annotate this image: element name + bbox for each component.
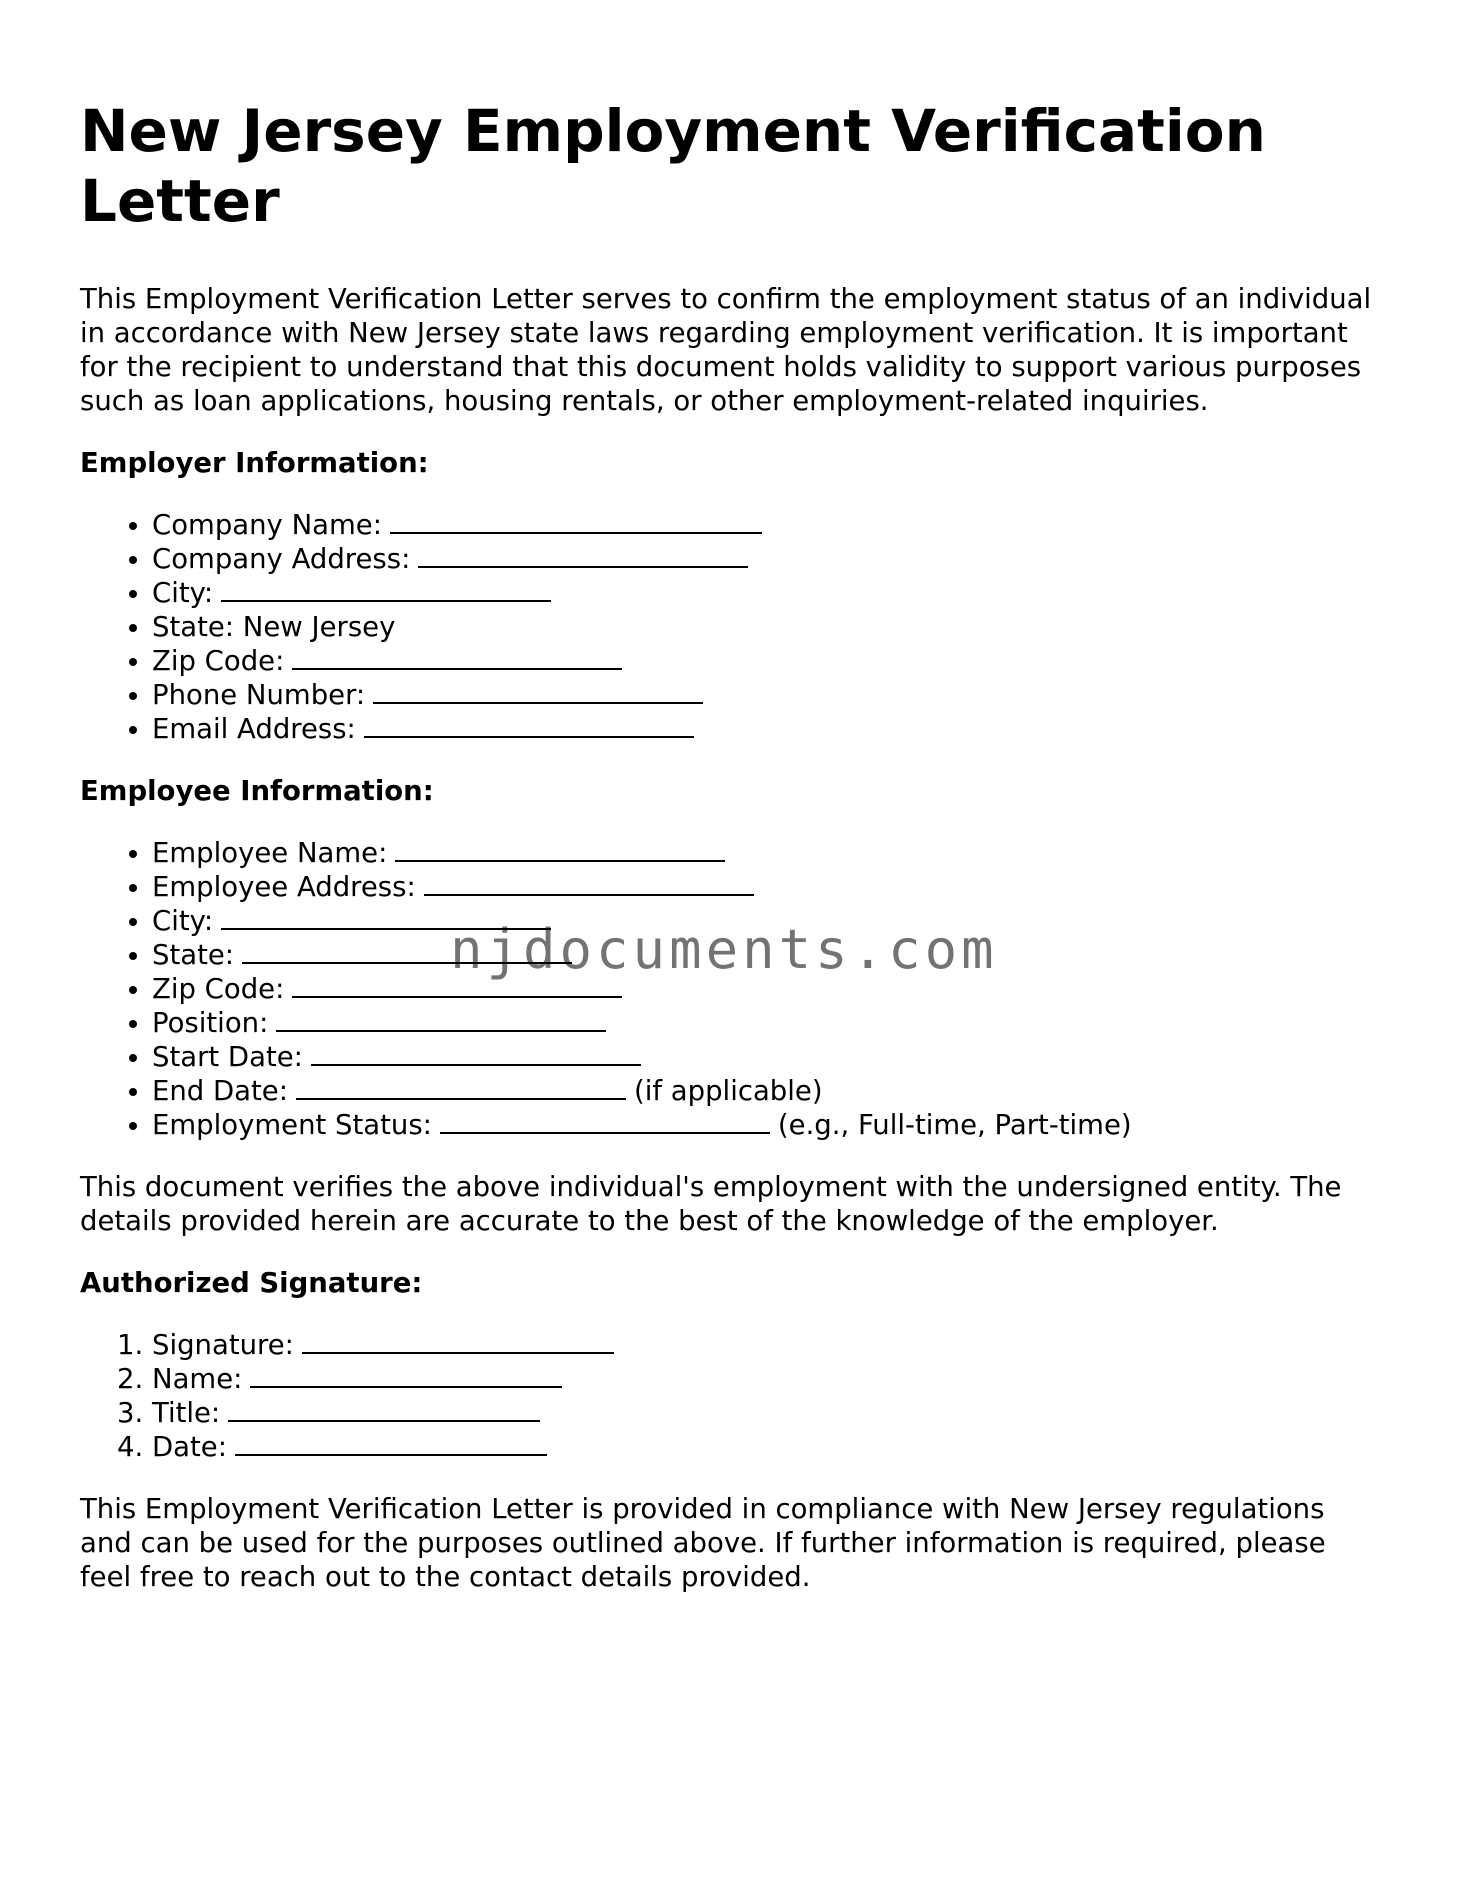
employer-list xyxy=(80,508,1380,746)
sign-date-field[interactable] xyxy=(235,1430,547,1456)
end-date-note: (if applicable) xyxy=(634,1075,823,1107)
intro-paragraph: This Employment Verification Letter serves to confirm the employment status of an individual in accordance with New Jersey state laws regarding employment verification. It is important for the recipient to understand that this document holds validity to support various purposes such as loan applications, housing rentals, or other employment-related inquiries. xyxy=(80,283,1372,417)
signature-heading: Authorized Signature: xyxy=(80,1267,423,1299)
start-date-field[interactable] xyxy=(311,1040,641,1066)
signer-name-label: Name: xyxy=(152,1363,243,1395)
document xyxy=(80,96,1380,1622)
closing-paragraph: This Employment Verification Letter is provided in compliance with New Jersey regulations and can be used for the purposes outlined above. If further information is required, please feel free to reach out to the contact details provided. xyxy=(80,1493,1326,1593)
signer-title-label: Title: xyxy=(152,1397,221,1429)
signer-name-field[interactable] xyxy=(250,1362,562,1388)
phone-label: Phone Number: xyxy=(152,679,366,711)
list-item xyxy=(152,610,1380,644)
position-label: Position: xyxy=(152,1007,269,1039)
employer-city-label: City: xyxy=(152,577,214,609)
verification-paragraph: This document verifies the above individual's employment with the undersigned entity. The details provided herein are accurate to the best of the knowledge of the employer. xyxy=(80,1171,1342,1237)
list-item xyxy=(152,870,1380,904)
sign-date-label: Date: xyxy=(152,1431,227,1463)
employee-name-field[interactable] xyxy=(395,836,725,862)
end-date-field[interactable] xyxy=(296,1074,626,1100)
watermark: njdocuments.com xyxy=(450,918,998,981)
list-item xyxy=(152,1362,1380,1396)
list-item xyxy=(152,1430,1380,1464)
employment-status-field[interactable] xyxy=(440,1108,770,1134)
end-date-label: End Date: xyxy=(152,1075,288,1107)
company-address-label: Company Address: xyxy=(152,543,411,575)
employer-zip-field[interactable] xyxy=(292,644,622,670)
list-item xyxy=(152,836,1380,870)
signature-label: Signature: xyxy=(152,1329,294,1361)
employee-state-label: State: xyxy=(152,939,235,971)
page-title: New Jersey Employment Verification Letter xyxy=(80,97,1266,235)
employer-state-label: State: New Jersey xyxy=(152,611,396,643)
list-item xyxy=(152,1108,1380,1142)
start-date-label: Start Date: xyxy=(152,1041,303,1073)
employment-status-note: (e.g., Full-time, Part-time) xyxy=(777,1109,1132,1141)
email-label: Email Address: xyxy=(152,713,356,745)
email-field[interactable] xyxy=(364,712,694,738)
signature-list xyxy=(80,1328,1380,1464)
employee-name-label: Employee Name: xyxy=(152,837,388,869)
signer-title-field[interactable] xyxy=(228,1396,540,1422)
employee-list xyxy=(80,836,1380,1142)
employee-address-field[interactable] xyxy=(424,870,754,896)
list-item xyxy=(152,1074,1380,1108)
position-field[interactable] xyxy=(276,1006,606,1032)
list-item xyxy=(152,1040,1380,1074)
employer-zip-label: Zip Code: xyxy=(152,645,285,677)
list-item xyxy=(152,712,1380,746)
company-name-label: Company Name: xyxy=(152,509,382,541)
list-item xyxy=(152,644,1380,678)
employment-status-label: Employment Status: xyxy=(152,1109,432,1141)
employee-city-label: City: xyxy=(152,905,214,937)
list-item xyxy=(152,678,1380,712)
phone-field[interactable] xyxy=(373,678,703,704)
list-item xyxy=(152,1328,1380,1362)
list-item xyxy=(152,508,1380,542)
company-name-field[interactable] xyxy=(390,508,762,534)
signature-field[interactable] xyxy=(302,1328,614,1354)
list-item xyxy=(152,1396,1380,1430)
company-address-field[interactable] xyxy=(418,542,748,568)
employer-heading: Employer Information: xyxy=(80,447,429,479)
list-item xyxy=(152,1006,1380,1040)
employee-zip-label: Zip Code: xyxy=(152,973,285,1005)
list-item xyxy=(152,542,1380,576)
employee-address-label: Employee Address: xyxy=(152,871,416,903)
employer-city-field[interactable] xyxy=(221,576,551,602)
employee-heading: Employee Information: xyxy=(80,775,434,807)
list-item xyxy=(152,576,1380,610)
